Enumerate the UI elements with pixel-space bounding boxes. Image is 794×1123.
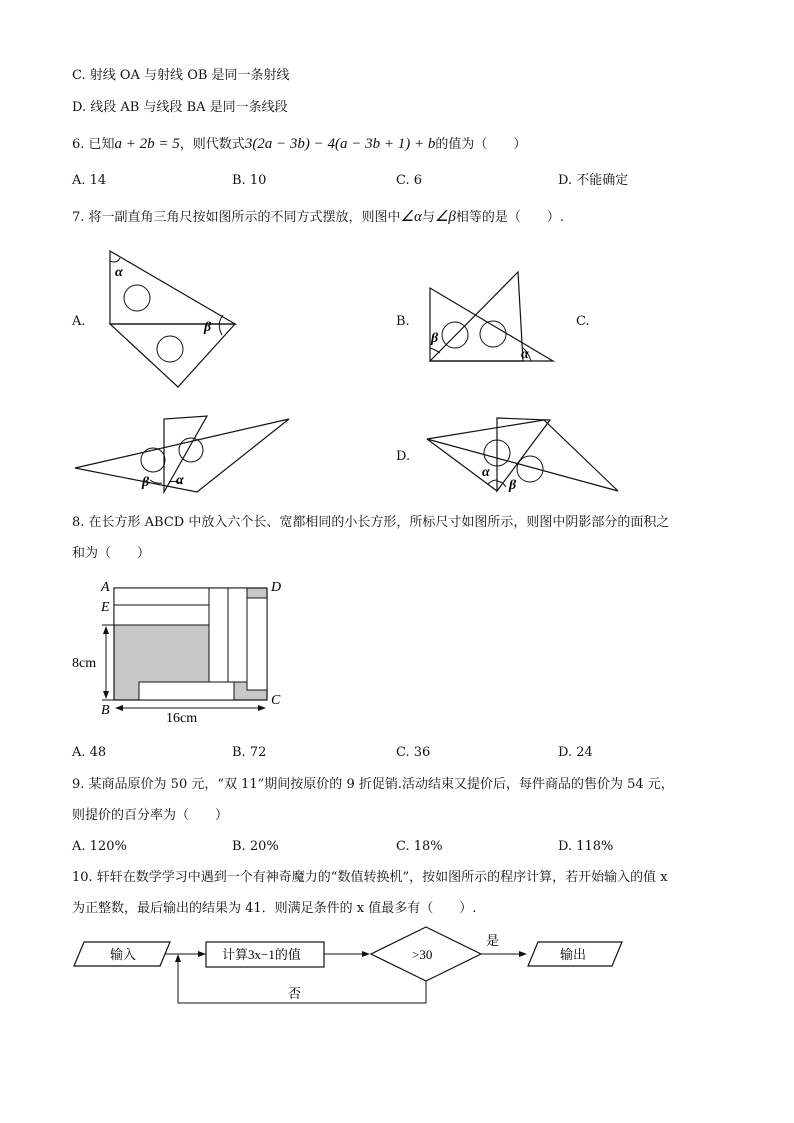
q6-stem (72, 134, 526, 155)
q8-label-e: E (101, 600, 110, 615)
q7-c-circle-left (141, 448, 165, 472)
q6-option-a: A. 14 (72, 173, 107, 188)
q8-option-b: B. 72 (232, 745, 267, 760)
flow-arrowhead-1 (198, 951, 206, 957)
q7-figure-b (425, 268, 560, 368)
q8-label-d: D (271, 580, 282, 595)
q7-label-a: A. (72, 314, 86, 329)
q8-width-label: 16cm (166, 711, 198, 726)
q9-stem-line2: 则提价的百分率为（ ） (72, 808, 229, 823)
q8-label-b: B (101, 703, 110, 718)
flow-yes-label: 是 (486, 933, 500, 948)
q8-stem-line2: 和为（ ） (72, 546, 151, 561)
q7-d-triangle-long (427, 420, 618, 491)
q7-a-beta: β (204, 320, 212, 335)
q10-flowchart (72, 922, 632, 1007)
q6-condition: a + 2b = 5 (114, 136, 180, 152)
q6-suffix: 的值为（ ） (435, 137, 527, 152)
q7-figure-c (72, 414, 292, 494)
q8-small-rect-3 (209, 588, 228, 682)
flow-compute-text: 计算3x−1的值 (222, 947, 301, 962)
q7-stem (72, 207, 564, 228)
q7-c-triangle-30 (164, 416, 207, 492)
q10-stem-line1: 10. 轩轩在数学学习中遇到一个有神奇魔力的“数值转换机”，按如图所示的程序计算，若开始输入的值 x (72, 870, 668, 885)
q7-a-lower-triangle (110, 324, 235, 387)
q9-option-d: D. 118% (558, 839, 614, 854)
q7-label-d: D. (396, 449, 411, 464)
q7-b-triangle-30 (430, 272, 523, 361)
q7-c-alpha: α (176, 473, 184, 488)
q7-figure-d (424, 414, 624, 496)
q7-b-beta: β (431, 331, 439, 346)
q8-height-arrow-up (103, 626, 109, 634)
q7-a-circle-lower (157, 336, 183, 362)
q8-small-rect-2 (114, 605, 209, 625)
q7-label-c: C. (576, 314, 590, 329)
q7-angle-alpha: ∠α (400, 209, 422, 225)
q7-d-alpha-arc (488, 480, 497, 484)
q8-height-label: 8cm (72, 656, 97, 671)
q8-label-c: C (271, 693, 281, 708)
q7-label-b: B. (396, 314, 410, 329)
q8-height-arrow-down (103, 691, 109, 699)
q8-small-rect-5 (247, 598, 267, 690)
q8-small-rect-4 (228, 588, 247, 682)
flow-no-label: 否 (288, 986, 302, 1001)
q8-stem-line1: 8. 在长方形 ABCD 中放入六个长、宽都相同的小长方形，所标尺寸如图所示，则图中阴影部分的面积之 (72, 515, 670, 530)
q8-option-c: C. 36 (396, 745, 431, 760)
flow-arrowhead-loop (175, 954, 181, 962)
q6-mid: ，则代数式 (179, 137, 245, 152)
q8-width-arrow-left (115, 705, 123, 711)
q7-a-alpha-arc (110, 258, 120, 262)
q5-option-d: D. 线段 AB 与线段 BA 是同一条线段 (72, 100, 288, 115)
q7-a-circle-upper (124, 285, 150, 311)
flow-output-text: 输出 (560, 947, 587, 962)
flow-decision-text: >30 (412, 947, 433, 962)
q7-a-beta-arc (219, 315, 223, 335)
q7-d-alpha: α (482, 465, 490, 480)
q7-c-beta: β (142, 475, 150, 490)
q8-width-arrow-right (258, 705, 266, 711)
q8-figure (72, 576, 292, 726)
q9-option-a: A. 120% (72, 839, 127, 854)
q8-option-d: D. 24 (558, 745, 593, 760)
q7-a-alpha: α (115, 265, 123, 280)
q7-b-alpha: α (521, 347, 529, 362)
q7-d-beta: β (509, 478, 517, 493)
q5-option-c: C. 射线 OA 与射线 OB 是同一条射线 (72, 68, 290, 83)
q7-stem-c: 相等的是（ ）. (455, 210, 564, 225)
q7-stem-b: 与 (421, 210, 435, 225)
q6-expression: 3(2a − 3b) − 4(a − 3b + 1) + b (244, 136, 436, 152)
flow-arrowhead-2 (362, 951, 370, 957)
q9-option-b: B. 20% (232, 839, 279, 854)
q6-option-d: D. 不能确定 (558, 173, 629, 188)
q6-option-c: C. 6 (396, 173, 423, 188)
q8-option-a: A. 48 (72, 745, 107, 760)
q8-small-rect-6 (139, 682, 234, 700)
q9-option-c: C. 18% (396, 839, 443, 854)
q8-shade-topright (247, 588, 267, 598)
q7-b-beta-arc (430, 348, 440, 353)
flow-loop-line (178, 958, 426, 1003)
q10-stem-line2: 为正整数，最后输出的结果为 41．则满足条件的 x 值最多有（ ）. (72, 901, 477, 916)
flow-input-text: 输入 (110, 947, 137, 962)
q6-option-b: B. 10 (232, 173, 267, 188)
q7-stem-a: 7. 将一副直角三角尺按如图所示的不同方式摆放，则图中 (72, 210, 401, 225)
q8-label-a: A (101, 580, 110, 595)
flow-arrowhead-yes (519, 951, 527, 957)
q7-figure-a (100, 245, 250, 395)
q9-stem-line1: 9. 某商品原价为 50 元，“双 11”期间按原价的 9 折促销.活动结束又提价后，每件商品的售价为 54 元， (72, 777, 674, 792)
q6-prefix: 6. 已知 (72, 137, 115, 152)
q8-small-rect-1 (114, 588, 209, 605)
q7-angle-beta: ∠β (434, 209, 456, 225)
